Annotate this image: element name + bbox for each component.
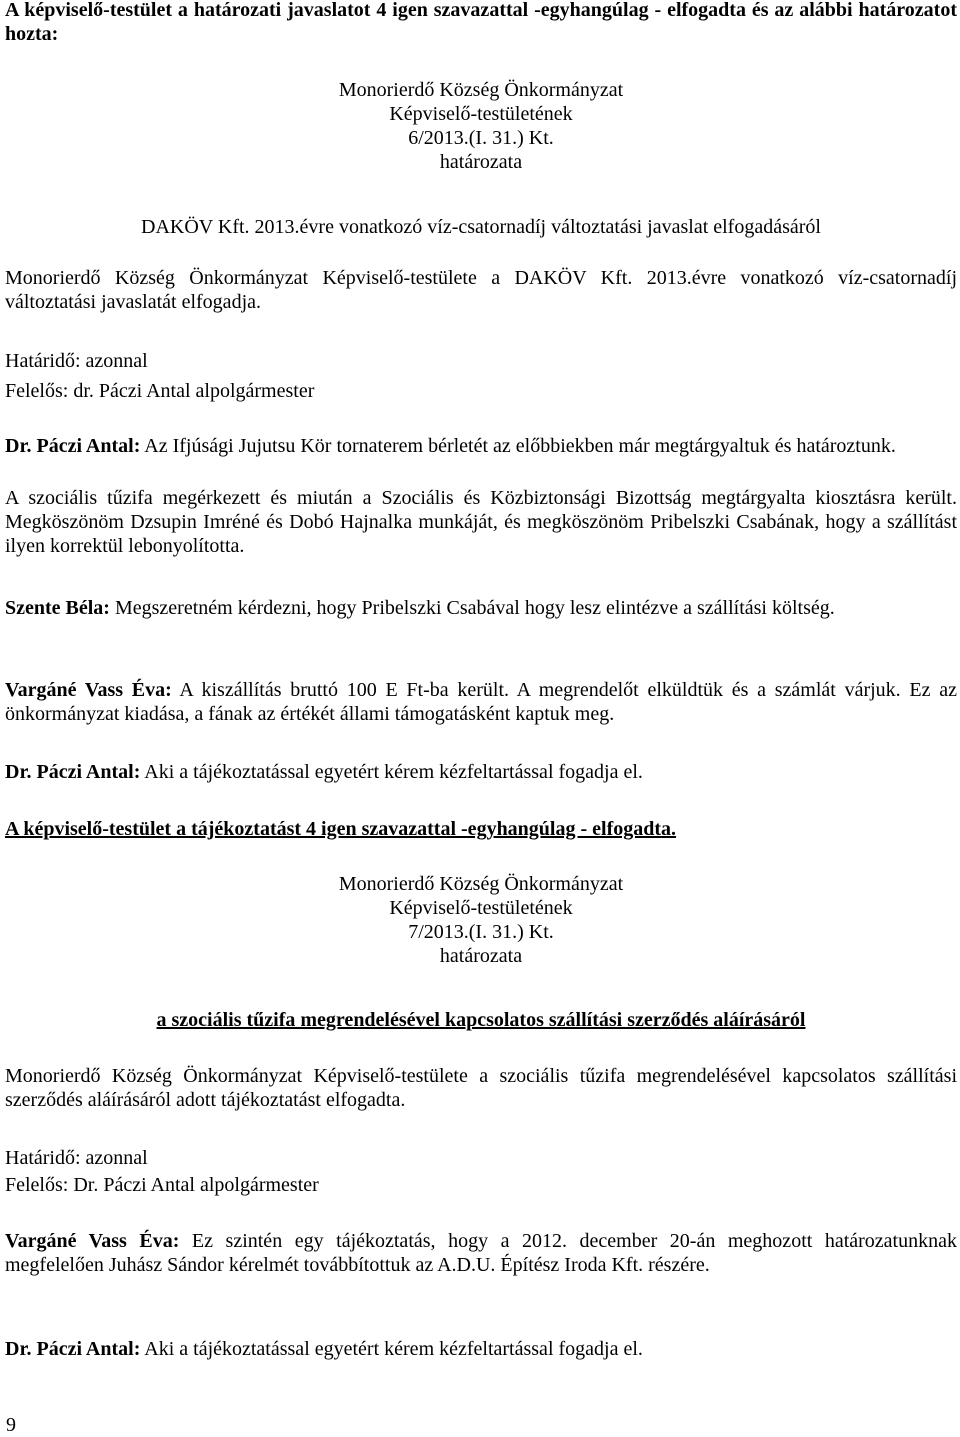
speaker-name: Vargáné Vass Éva:	[5, 679, 172, 701]
resolution-body: Képviselő-testületének	[389, 897, 573, 919]
resolution-municipality: Monorierdő Község Önkormányzat	[338, 79, 624, 101]
resolution-6-subject: DAKÖV Kft. 2013.évre vonatkozó víz-csatornadíj változtatási javaslat elfogadásáról	[141, 216, 821, 238]
speaker-name: Vargáné Vass Éva:	[5, 1230, 180, 1252]
resolution-6-deadline: Határidő: azonnal	[5, 350, 148, 372]
speech-paczi-2	[5, 760, 957, 784]
speaker-name: Szente Béla:	[5, 597, 110, 619]
resolution-municipality: Monorierdő Község Önkormányzat	[338, 873, 624, 895]
resolution-6-header	[5, 78, 957, 174]
speech-vargane-1	[5, 678, 957, 726]
speech-paczi-1	[5, 434, 957, 458]
resolution-number: 6/2013.(I. 31.) Kt.	[408, 127, 554, 149]
speaker-name: Dr. Páczi Antal:	[5, 1338, 141, 1360]
page-number: 9	[6, 1414, 16, 1436]
resolution-7-body: Monorierdő Község Önkormányzat Képviselő-testülete a szociális tűzifa megrendelésével kapcsolatos szállítási szerződés aláírásáról adott tájékoztatást elfogadta.	[5, 1065, 957, 1111]
resolution-7-deadline: Határidő: azonnal	[5, 1147, 148, 1169]
resolution-label: határozata	[439, 945, 523, 967]
speech-szente	[5, 596, 957, 620]
resolution-7-responsible: Felelős: Dr. Páczi Antal alpolgármester	[5, 1174, 319, 1196]
speech-paczi-3	[5, 1337, 957, 1361]
resolution-number: 7/2013.(I. 31.) Kt.	[408, 921, 554, 943]
speaker-name: Dr. Páczi Antal:	[5, 435, 141, 457]
resolution-6-responsible: Felelős: dr. Páczi Antal alpolgármester	[5, 380, 315, 402]
speech-text: Megszeretném kérdezni, hogy Pribelszki Csabával hogy lesz elintézve a szállítási költség.	[109, 597, 835, 619]
resolution-body: Képviselő-testületének	[389, 103, 573, 125]
speech-text: Az Ifjúsági Jujutsu Kör tornaterem bérletét az előbbiekben már megtárgyaltuk és határoztunk.	[140, 435, 896, 457]
speech-text: A kiszállítás bruttó 100 E Ft-ba került. A megrendelőt elküldtük és a számlát várjuk. Ez az önkormányzat kiadása, a fának az értékét állami támogatásként kaptuk meg.	[5, 679, 957, 725]
speech-paczi-1-continued: A szociális tűzifa megérkezett és miután a Szociális és Közbiztonsági Bizottság megtárgyalta kiosztásra került. Megköszönöm Dzsupin Imréné és Dobó Hajnalka munkáját, és megköszönöm Pribelszki Csabának, hogy a szállítást ilyen korrektül lebonyolította.	[5, 487, 957, 557]
resolution-7-subject: a szociális tűzifa megrendelésével kapcsolatos szállítási szerződés aláírásáról	[156, 1009, 806, 1031]
intro-paragraph: A képviselő-testület a határozati javaslatot 4 igen szavazattal -egyhangúlag - elfogadta és az alábbi határozatot hozta:	[5, 0, 957, 45]
speaker-name: Dr. Páczi Antal:	[5, 761, 141, 783]
resolution-label: határozata	[439, 151, 523, 173]
speech-text: Aki a tájékoztatással egyetért kérem kézfeltartással fogadja el.	[140, 1338, 643, 1360]
decision-statement: A képviselő-testület a tájékoztatást 4 igen szavazattal -egyhangúlag - elfogadta.	[5, 818, 677, 840]
speech-text: Aki a tájékoztatással egyetért kérem kézfeltartással fogadja el.	[140, 761, 643, 783]
speech-vargane-2	[5, 1229, 957, 1277]
resolution-6-body: Monorierdő Község Önkormányzat Képviselő-testülete a DAKÖV Kft. 2013.évre vonatkozó víz-csatornadíj változtatási javaslatát elfogadja.	[5, 267, 957, 313]
speech-text: Ez szintén egy tájékoztatás, hogy a 2012. december 20-án meghozott határozatunknak megfelelően Juhász Sándor kérelmét továbbítottuk az A.D.U. Építész Iroda Kft. részére.	[5, 1230, 957, 1276]
resolution-7-header	[5, 872, 957, 968]
